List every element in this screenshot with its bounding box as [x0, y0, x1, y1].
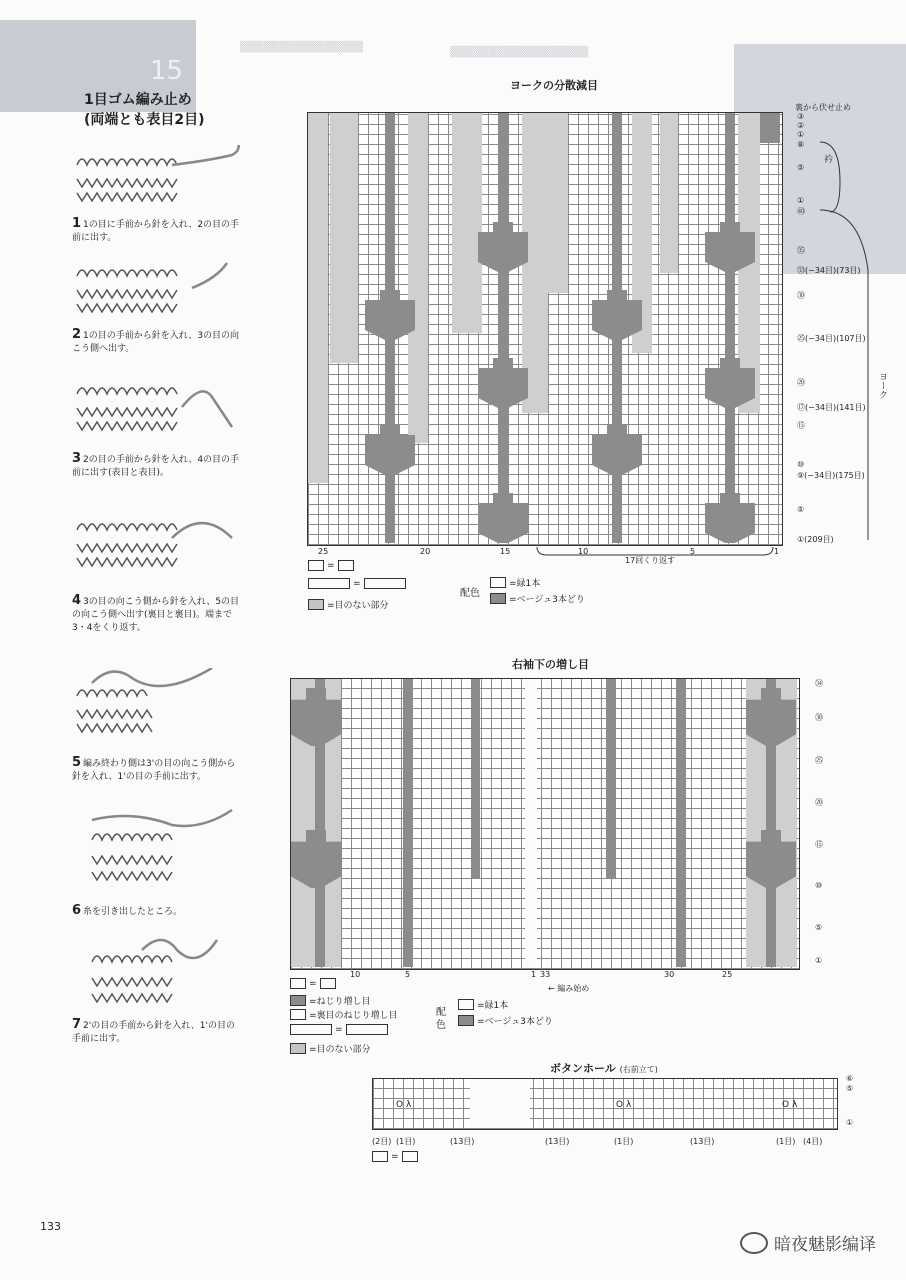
sleeve-legend-plain: =	[290, 978, 336, 989]
step-1-illustration	[72, 145, 242, 210]
title-line-2: (両端とも表目2目)	[84, 112, 205, 128]
buttonhole-count: (13目)	[450, 1137, 475, 1146]
sleeve-legend-decrease: =	[290, 1024, 388, 1035]
buttonhole-count: (1目)	[396, 1137, 416, 1146]
yoke-label: ヨーク	[877, 372, 887, 399]
sleeve-row-label: ⑩	[815, 881, 823, 890]
yoke-x-tick: 5	[690, 547, 696, 556]
buttonhole-count: (13目)	[545, 1137, 570, 1146]
yoke-no-stitch-area	[548, 113, 568, 293]
sleeve-beige-column	[403, 679, 413, 967]
sleeve-x-tick: 33	[540, 970, 551, 979]
start-label: ← 編み始め	[548, 984, 590, 993]
yoke-color-green: =緑1本	[490, 576, 540, 589]
sleeve-no-stitch-wedge	[440, 679, 640, 969]
buttonhole-gap	[470, 1079, 530, 1128]
step-5: 5 編み終わり側は3'の目の向こう側から針を入れ、1'の目の手前に出す。	[72, 755, 236, 782]
sleeve-row-label: ㉚	[815, 713, 823, 722]
yoke-bracket	[818, 140, 888, 540]
yoke-row-label: ㉟	[797, 246, 805, 255]
yoke-row-label: ⑰(−34目)(141目)	[797, 403, 866, 412]
sleeve-x-tick: 1	[531, 970, 537, 979]
yoke-row-label: ⑮	[797, 421, 805, 430]
buttonhole-count: (1目)	[776, 1137, 796, 1146]
yoke-row-label: ㉝(−34目)(73目)	[797, 266, 861, 275]
sleeve-x-tick: 30	[664, 970, 675, 979]
sleeve-row-label: ㉞	[815, 679, 823, 688]
sleeve-row-label: ⑤	[815, 923, 823, 932]
yoke-row-label: ①	[797, 130, 805, 139]
sleeve-color-beige: =ベージュ3本どり	[458, 1014, 553, 1027]
yoke-row-label: ㊵	[797, 207, 805, 216]
yoke-color-label: 配色	[460, 588, 480, 599]
sleeve-color-green: =緑1本	[458, 998, 508, 1011]
sleeve-beige-column	[676, 679, 686, 967]
buttonhole-count: (1目)	[614, 1137, 634, 1146]
yoke-beige-column	[725, 113, 735, 543]
yoke-row-label: ⑤	[797, 163, 805, 172]
yoke-legend-plain: =	[308, 560, 354, 571]
cast-off-title	[84, 90, 205, 130]
step-5-illustration	[72, 668, 242, 743]
sleeve-x-tick: 25	[722, 970, 733, 979]
buttonhole-grid	[372, 1078, 838, 1130]
yoke-row-label: ⑨(−34目)(175目)	[797, 471, 865, 480]
watermark: 暗夜魅影编译	[740, 1230, 876, 1255]
yoke-row-label: ⑩	[797, 460, 805, 469]
yoke-color-beige: =ベージュ3本どり	[490, 592, 585, 605]
yoke-x-tick: 15	[500, 547, 511, 556]
sleeve-color-label-2: 色	[436, 1020, 446, 1031]
sleeve-row-label: ⑳	[815, 798, 823, 807]
step-7: 7 2'の目の手前から針を入れ、1'の目の手前に出す。	[72, 1017, 235, 1044]
yarn-over-mark: O λ	[782, 1100, 798, 1110]
step-7-illustration	[72, 930, 242, 1010]
buttonhole-row-label: ⑥	[846, 1074, 854, 1083]
yarn-over-mark: O λ	[616, 1100, 632, 1110]
yoke-legend-decrease: =	[308, 578, 406, 589]
yoke-row-label: ㉚	[797, 291, 805, 300]
yoke-no-stitch-area	[660, 113, 678, 273]
yoke-chart-title: ヨークの分散減目	[510, 79, 598, 92]
yoke-row-label: ②	[797, 121, 805, 130]
page-number: 133	[40, 1220, 61, 1233]
buttonhole-count: (2目)	[372, 1137, 392, 1146]
buttonhole-count: (4目)	[803, 1137, 823, 1146]
title-line-1: 1目ゴム編み止め	[84, 92, 192, 108]
buttonhole-count: (13目)	[690, 1137, 715, 1146]
repeat-label: 17回くり返す	[625, 556, 676, 565]
step-1: 1 1の目に手前から針を入れ、2の目の手前に出す。	[72, 216, 240, 243]
sleeve-row-label: ①	[815, 956, 823, 965]
sleeve-x-tick: 5	[405, 970, 411, 979]
yoke-row-label: 裏から伏せ止め	[795, 103, 851, 112]
sleeve-chart-title: 右袖下の増し目	[512, 658, 589, 671]
collar-label: 衿	[824, 155, 834, 165]
header-tab: 15	[0, 20, 196, 112]
step-3: 3 2の目の手前から針を入れ、4の目の手前に出す(表目と表目)。	[72, 451, 240, 478]
yoke-x-tick: 20	[420, 547, 431, 556]
step-4-illustration	[72, 508, 242, 583]
yoke-x-tick: 1	[774, 547, 780, 556]
yoke-row-label: ㉕(−34目)(107目)	[797, 334, 866, 343]
yarn-over-mark: O λ	[396, 1100, 412, 1110]
sleeve-legend-none: =目のない部分	[290, 1042, 371, 1055]
yoke-no-stitch-area	[452, 113, 482, 333]
sleeve-legend-twist: =ねじり増し目	[290, 994, 371, 1007]
yoke-row-label: ①(209目)	[797, 535, 834, 544]
yoke-row-label: ⑳	[797, 378, 805, 387]
yoke-row-label: ⑧	[797, 140, 805, 149]
step-3-illustration	[72, 372, 242, 437]
sleeve-center-gap	[525, 679, 537, 968]
yoke-no-stitch-area	[408, 113, 428, 443]
buttonhole-legend: =	[372, 1151, 418, 1162]
sleeve-row-label: ⑮	[815, 840, 823, 849]
yoke-no-stitch-area	[308, 113, 328, 483]
sleeve-row-label: ㉕	[815, 756, 823, 765]
step-6-illustration	[72, 800, 242, 895]
yoke-row-label: ①	[797, 196, 805, 205]
yoke-legend-none: =目のない部分	[308, 598, 389, 611]
step-4: 4 3の目の向こう側から針を入れ、5の目の向こう側へ出す(裏目と裏目)。端まで3・4をくり返す。	[72, 593, 240, 633]
bleed-through-text: ▒▒▒▒▒▒▒▒▒▒▒▒▒▒▒▒	[240, 42, 364, 53]
yoke-no-stitch-area	[330, 113, 358, 363]
chat-bubble-icon	[740, 1232, 768, 1254]
sleeve-x-tick: 10	[350, 970, 361, 979]
step-2-illustration	[72, 258, 242, 318]
buttonhole-title: ボタンホール (右前立て)	[550, 1062, 658, 1075]
step-6: 6 糸を引き出したところ。	[72, 903, 183, 918]
sleeve-legend-twist-purl: =裏目のねじり増し目	[290, 1008, 398, 1021]
yoke-beige-column	[760, 113, 780, 143]
yoke-row-label: ⑤	[797, 505, 805, 514]
buttonhole-row-label: ⑤	[846, 1084, 854, 1093]
yoke-row-label: ③	[797, 112, 805, 121]
yoke-beige-column	[498, 113, 508, 543]
yoke-x-tick: 25	[318, 547, 329, 556]
buttonhole-row-label: ①	[846, 1118, 854, 1127]
sleeve-color-label-1: 配	[436, 1007, 446, 1018]
yoke-x-tick: 10	[578, 547, 589, 556]
step-2: 2 1の目の手前から針を入れ、3の目の向こう側へ出す。	[72, 327, 240, 354]
bleed-through-text: ▒▒▒▒▒▒▒▒▒▒▒▒▒▒▒▒▒▒	[450, 47, 589, 58]
